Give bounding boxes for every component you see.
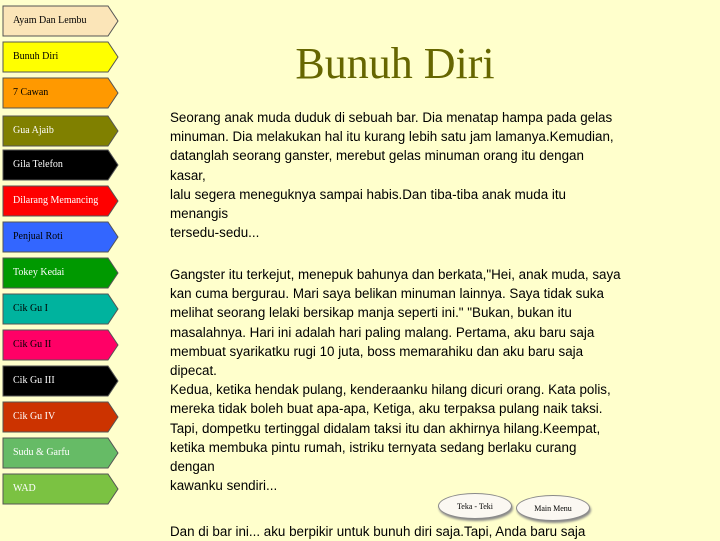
sidebar-item-label[interactable]: Cik Gu II	[13, 339, 52, 350]
story-line: mereka tidak boleh buat apa-apa, Ketiga, aku terpaksa pulang naik taksi.	[170, 401, 603, 417]
sidebar-item-label[interactable]: Tokey Kedai	[13, 267, 65, 278]
story-line: kasar,	[170, 167, 206, 183]
story-line: lalu segera meneguknya sampai habis.Dan tiba-tiba anak muda itu	[170, 186, 567, 202]
story-line: kawanku sendiri...	[170, 478, 278, 494]
sidebar-item-label[interactable]: Cik Gu III	[13, 375, 55, 386]
story-line: minuman. Dia melakukan hal itu kurang lebih satu jam lamanya.Kemudian,	[170, 129, 614, 145]
sidebar-item-label[interactable]: Cik Gu I	[13, 303, 48, 314]
sidebar-item-label[interactable]: 7 Cawan	[13, 87, 49, 98]
story-line: Dan di bar ini... aku berpikir untuk bunuh diri saja.Tapi, Anda baru saja	[170, 524, 586, 539]
story-line: Seorang anak muda duduk di sebuah bar. Dia menatap hampa pada gelas	[170, 110, 613, 125]
story-line: menangis	[170, 206, 229, 222]
story-paragraph-2	[170, 265, 710, 495]
sidebar-item-label[interactable]: Gila Telefon	[13, 159, 63, 170]
story-paragraph-3	[170, 522, 710, 541]
sidebar-item-label[interactable]: Ayam Dan Lembu	[13, 15, 87, 26]
story-line: masalahnya. Hari ini adalah hari paling malang. Pertama, aku baru saja	[170, 324, 595, 340]
page-title: Bunuh Diri	[295, 39, 495, 88]
main-menu-button[interactable]: Main Menu	[516, 495, 590, 521]
sidebar-item-label[interactable]: WAD	[13, 483, 36, 494]
story-line: melihat seorang lelaki bersikap manja seperti ini." "Bukan, bukan itu	[170, 305, 572, 321]
story-line: dipecat.	[170, 363, 217, 379]
sidebar-item-label[interactable]: Sudu & Garfu	[13, 447, 70, 458]
story-line: Gangster itu terkejut, menepuk bahunya dan berkata,"Hei, anak muda, saya	[170, 267, 621, 282]
story-line: tersedu-sedu...	[170, 225, 260, 241]
story-paragraph-1	[170, 108, 710, 242]
story-line: Kedua, ketika hendak pulang, kenderaanku hilang dicuri orang. Kata polis,	[170, 382, 611, 398]
sidebar-item-label[interactable]: Bunuh Diri	[13, 51, 59, 62]
teka-teki-button[interactable]: Teka - Teki	[438, 493, 512, 519]
sidebar-item-label[interactable]: Gua Ajaib	[13, 125, 54, 136]
story-line: ketika membuka pintu rumah, istriku ternyata sedang berlaku curang	[170, 439, 577, 455]
sidebar-item-label[interactable]: Cik Gu IV	[13, 411, 56, 422]
sidebar-item-label[interactable]: Penjual Roti	[13, 231, 63, 242]
story-line: datanglah seorang ganster, merebut gelas minuman orang itu dengan	[170, 148, 584, 164]
sidebar-item-label[interactable]: Dilarang Memancing	[13, 195, 99, 206]
story-line: Tapi, dompetku tertinggal didalam taksi itu dan akhirnya hilang.Keempat,	[170, 420, 601, 436]
story-line: dengan	[170, 459, 215, 475]
sidebar-nav	[0, 0, 150, 540]
story-line: membuat syarikatku rugi 10 juta, boss memarahiku dan aku baru saja	[170, 343, 584, 359]
story-line: kan cuma bergurau. Mari saya belikan minuman lainnya. Saya tidak suka	[170, 286, 604, 302]
